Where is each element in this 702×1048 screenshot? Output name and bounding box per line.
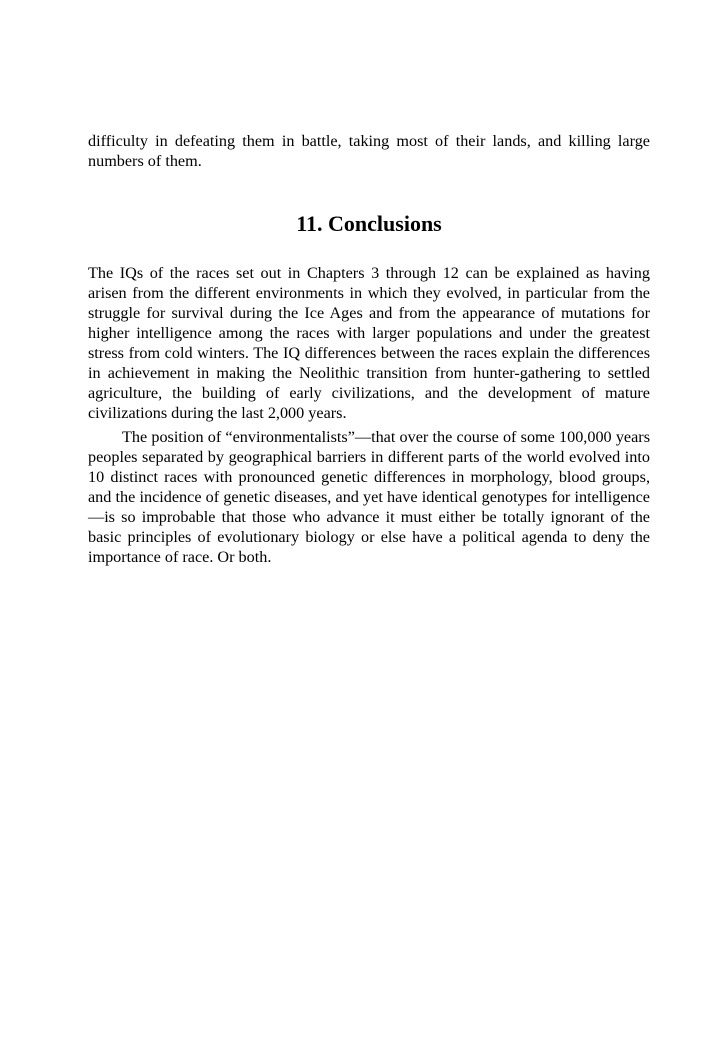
body-paragraph-1: The IQs of the races set out in Chapters 3 through 12 can be explained as having arisen from the different environments in which they evolved, in particular from the struggle for survival during the Ice Ages and from the appearance of mutations for higher intelligence among the races with larger populations and under the greatest stress from cold winters. The IQ differences between the races explain the differences in achievement in making the Neolithic transition from hunter-gathering to settled agriculture, the building of early civilizations, and the development of mature civilizations during the last 2,000 years.	[88, 264, 650, 422]
body-paragraph-2: The position of “environmentalists”—that over the course of some 100,000 years peoples separated by geographical barriers in different parts of the world evolved into 10 distinct races with pronounced genetic differences in morphology, blood groups, and the incidence of genetic diseases, and yet have identical genotypes for intelligence—is so improbable that those who advance it must either be totally ignorant of the basic principles of evolutionary biology or else have a political agenda to deny the importance of race. Or both.	[88, 428, 650, 566]
section-heading: 11. Conclusions	[296, 211, 442, 236]
carryover-paragraph: difficulty in defeating them in battle, taking most of their lands, and killing large numbers of them.	[88, 132, 650, 170]
